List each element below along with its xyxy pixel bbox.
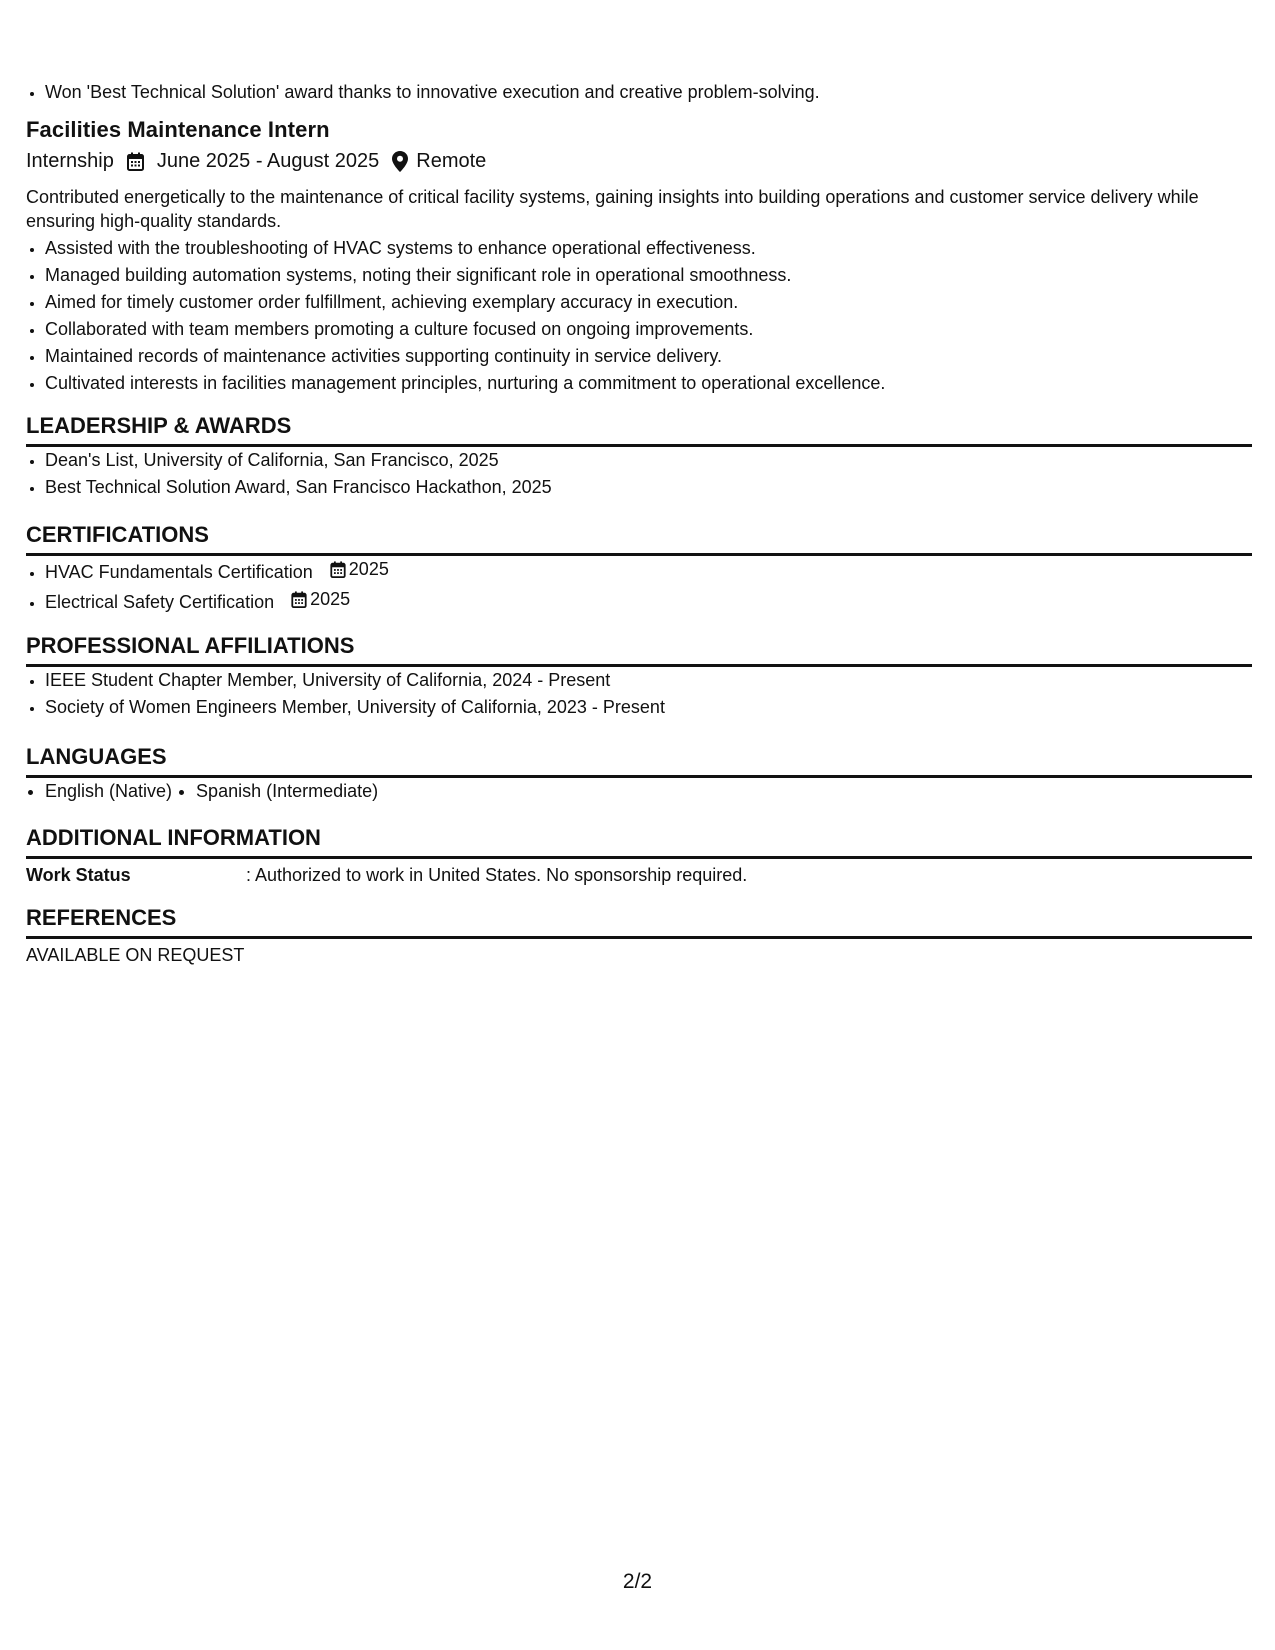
cert-name: HVAC Fundamentals Certification bbox=[45, 562, 313, 582]
certifications-list bbox=[26, 556, 1252, 616]
leadership-list bbox=[26, 447, 1252, 501]
section-divider bbox=[26, 936, 1252, 939]
section-title: LEADERSHIP & AWARDS bbox=[26, 413, 292, 438]
previous-job-bullets bbox=[26, 79, 820, 106]
calendar-icon bbox=[330, 561, 349, 578]
job-dates: June 2025 - August 2025 bbox=[156, 150, 380, 172]
section-title: CERTIFICATIONS bbox=[26, 522, 209, 547]
work-status-label: Work Status bbox=[26, 865, 131, 885]
job-title: Facilities Maintenance Intern bbox=[26, 117, 330, 142]
list-item: • Maintained records of maintenance activities supporting continuity in service delivery. bbox=[45, 343, 885, 370]
section-divider bbox=[26, 856, 1252, 859]
references-text: AVAILABLE ON REQUEST bbox=[26, 945, 245, 965]
languages-list bbox=[26, 778, 1252, 805]
cert-year: 2025 bbox=[348, 559, 389, 579]
calendar-icon bbox=[291, 591, 310, 608]
work-status-value: : Authorized to work in United States. No sponsorship required. bbox=[246, 865, 748, 885]
page-number: 2/2 bbox=[622, 1570, 653, 1593]
list-item bbox=[45, 556, 1252, 586]
section-title: REFERENCES bbox=[26, 905, 177, 930]
list-item: • Cultivated interests in facilities management principles, nurturing a commitment to operational excellence. bbox=[45, 370, 885, 397]
list-item: • Spanish (Intermediate) bbox=[196, 778, 378, 805]
list-item: • Won 'Best Technical Solution' award thanks to innovative execution and creative problem-solving. bbox=[45, 79, 820, 106]
map-pin-icon bbox=[392, 151, 408, 172]
section-additional bbox=[26, 823, 1252, 889]
list-item: • Assisted with the troubleshooting of HVAC systems to enhance operational effectiveness. bbox=[45, 235, 885, 262]
list-item bbox=[45, 586, 1252, 616]
affiliations-list bbox=[26, 667, 1252, 721]
section-references bbox=[26, 903, 1252, 968]
job-description: Contributed energetically to the maintenance of critical facility systems, gaining insights into building operations and customer service delivery while ensuring high-quality standards. bbox=[26, 187, 1199, 231]
section-title: ADDITIONAL INFORMATION bbox=[26, 825, 321, 850]
list-item: • Aimed for timely customer order fulfillment, achieving exemplary accuracy in execution. bbox=[45, 289, 885, 316]
section-title: PROFESSIONAL AFFILIATIONS bbox=[26, 633, 355, 658]
calendar-icon bbox=[127, 152, 144, 171]
section-leadership bbox=[26, 411, 1252, 501]
section-languages bbox=[26, 742, 1252, 805]
list-item: • IEEE Student Chapter Member, University of California, 2024 - Present bbox=[45, 667, 1252, 694]
section-affiliations bbox=[26, 631, 1252, 721]
cert-year: 2025 bbox=[310, 589, 351, 609]
list-item: • Managed building automation systems, noting their significant role in operational smoothness. bbox=[45, 262, 885, 289]
cert-name: Electrical Safety Certification bbox=[45, 592, 275, 612]
work-status-row bbox=[26, 862, 1252, 889]
list-item: • English (Native) bbox=[45, 778, 172, 805]
job-location: Remote bbox=[416, 150, 487, 172]
list-item: • Best Technical Solution Award, San Francisco Hackathon, 2025 bbox=[45, 474, 1252, 501]
list-item: • Dean's List, University of California, San Francisco, 2025 bbox=[45, 447, 1252, 474]
job-type: Internship bbox=[26, 150, 114, 172]
list-item: • Society of Women Engineers Member, University of California, 2023 - Present bbox=[45, 694, 1252, 721]
section-title: LANGUAGES bbox=[26, 744, 167, 769]
list-item: • Collaborated with team members promoting a culture focused on ongoing improvements. bbox=[45, 316, 885, 343]
section-certifications bbox=[26, 520, 1252, 616]
job-bullets bbox=[26, 235, 885, 397]
job-meta bbox=[26, 150, 486, 173]
